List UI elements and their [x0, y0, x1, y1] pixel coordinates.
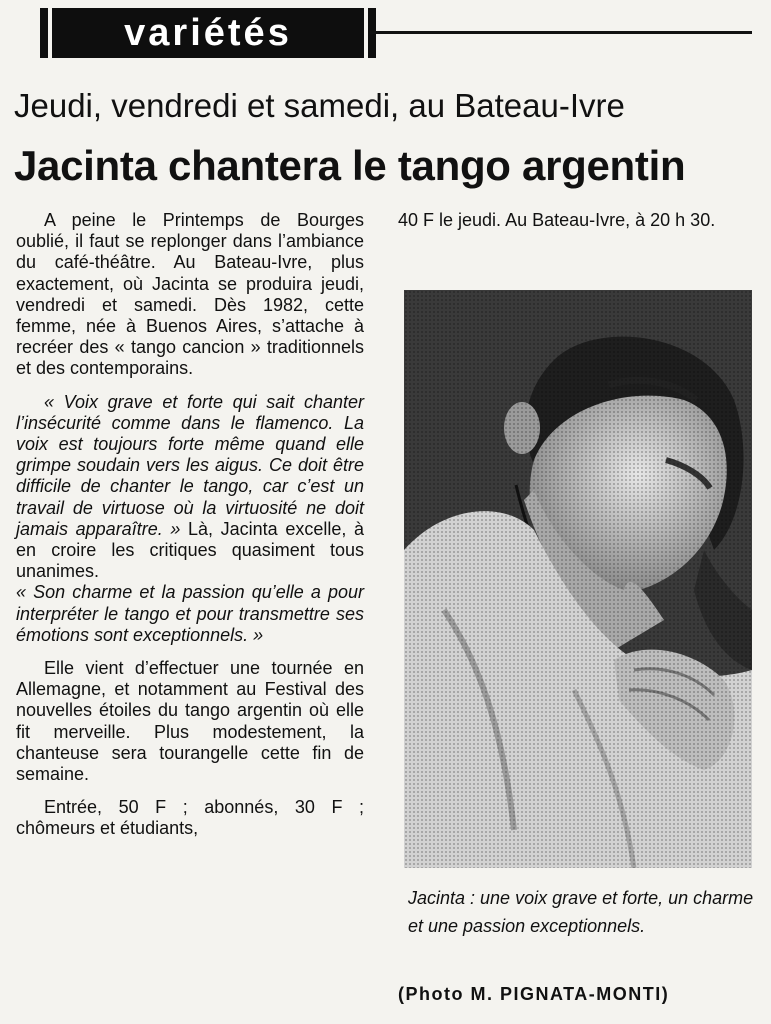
- paragraph-prices: Entrée, 50 F ; abonnés, 30 F ; chômeurs et étudiants,: [16, 797, 364, 839]
- paragraph-charm-quote: « Son charme et la passion qu’elle a pour interpréter le tango et pour transmettre ses émotions sont exceptionnels. »: [16, 582, 364, 645]
- critics-text: Là, Jacinta excelle, à en croire les critiques quasiment tous unanimes.: [16, 518, 364, 582]
- paragraph-intro: A peine le Printemps de Bourges oublié, il faut se replonger dans l’ambiance du café-théâtre. Au Bateau-Ivre, plus exactement, où Jacinta se produira jeudi, vendredi et samedi. Dès 1982, cette femme, née à Buenos Aires, s’attache à recréer des « tango cancion » traditionnels et des contemporains.: [16, 210, 364, 379]
- rubric-gap-left: [48, 8, 52, 58]
- rubric-box: [40, 8, 376, 58]
- critics-quote: « Voix grave et forte qui sait chanter l’insécurité comme dans le flamenco. La voix est toujours forte même quand elle grimpe soudain vers les aigus. Ce doit être difficile de chanter le tango, car c’est un travail de virtuose où la virtuosité ne doit jamais apparaître. »: [16, 391, 364, 539]
- article-column-left: [16, 210, 364, 852]
- photo-caption: Jacinta : une voix grave et forte, un charme et une passion exceptionnels.: [408, 888, 754, 936]
- photo-credit: (Photo M. PIGNATA-MONTI): [398, 984, 670, 1004]
- kicker-line: Jeudi, vendredi et samedi, au Bateau-Ivre: [14, 87, 625, 124]
- rubric-gap-right: [364, 8, 368, 58]
- portrait-illustration: [404, 290, 752, 868]
- rubric-label: variétés: [124, 11, 292, 54]
- paragraph-tour: Elle vient d’effectuer une tournée en Allemagne, et notamment au Festival des nouvelles étoiles du tango argentin où elle fit merveille. Plus modestement, la chanteuse sera tourangelle cette fin de semaine.: [16, 658, 364, 785]
- section-rubric: [40, 8, 752, 60]
- article-column-right: [398, 210, 754, 231]
- portrait-photo: [404, 290, 752, 868]
- paragraph-critics: [16, 392, 364, 583]
- paragraph-prices-cont: 40 F le jeudi. Au Bateau-Ivre, à 20 h 30.: [398, 210, 716, 230]
- headline: Jacinta chantera le tango argentin: [14, 142, 686, 189]
- rubric-rule: [370, 31, 752, 34]
